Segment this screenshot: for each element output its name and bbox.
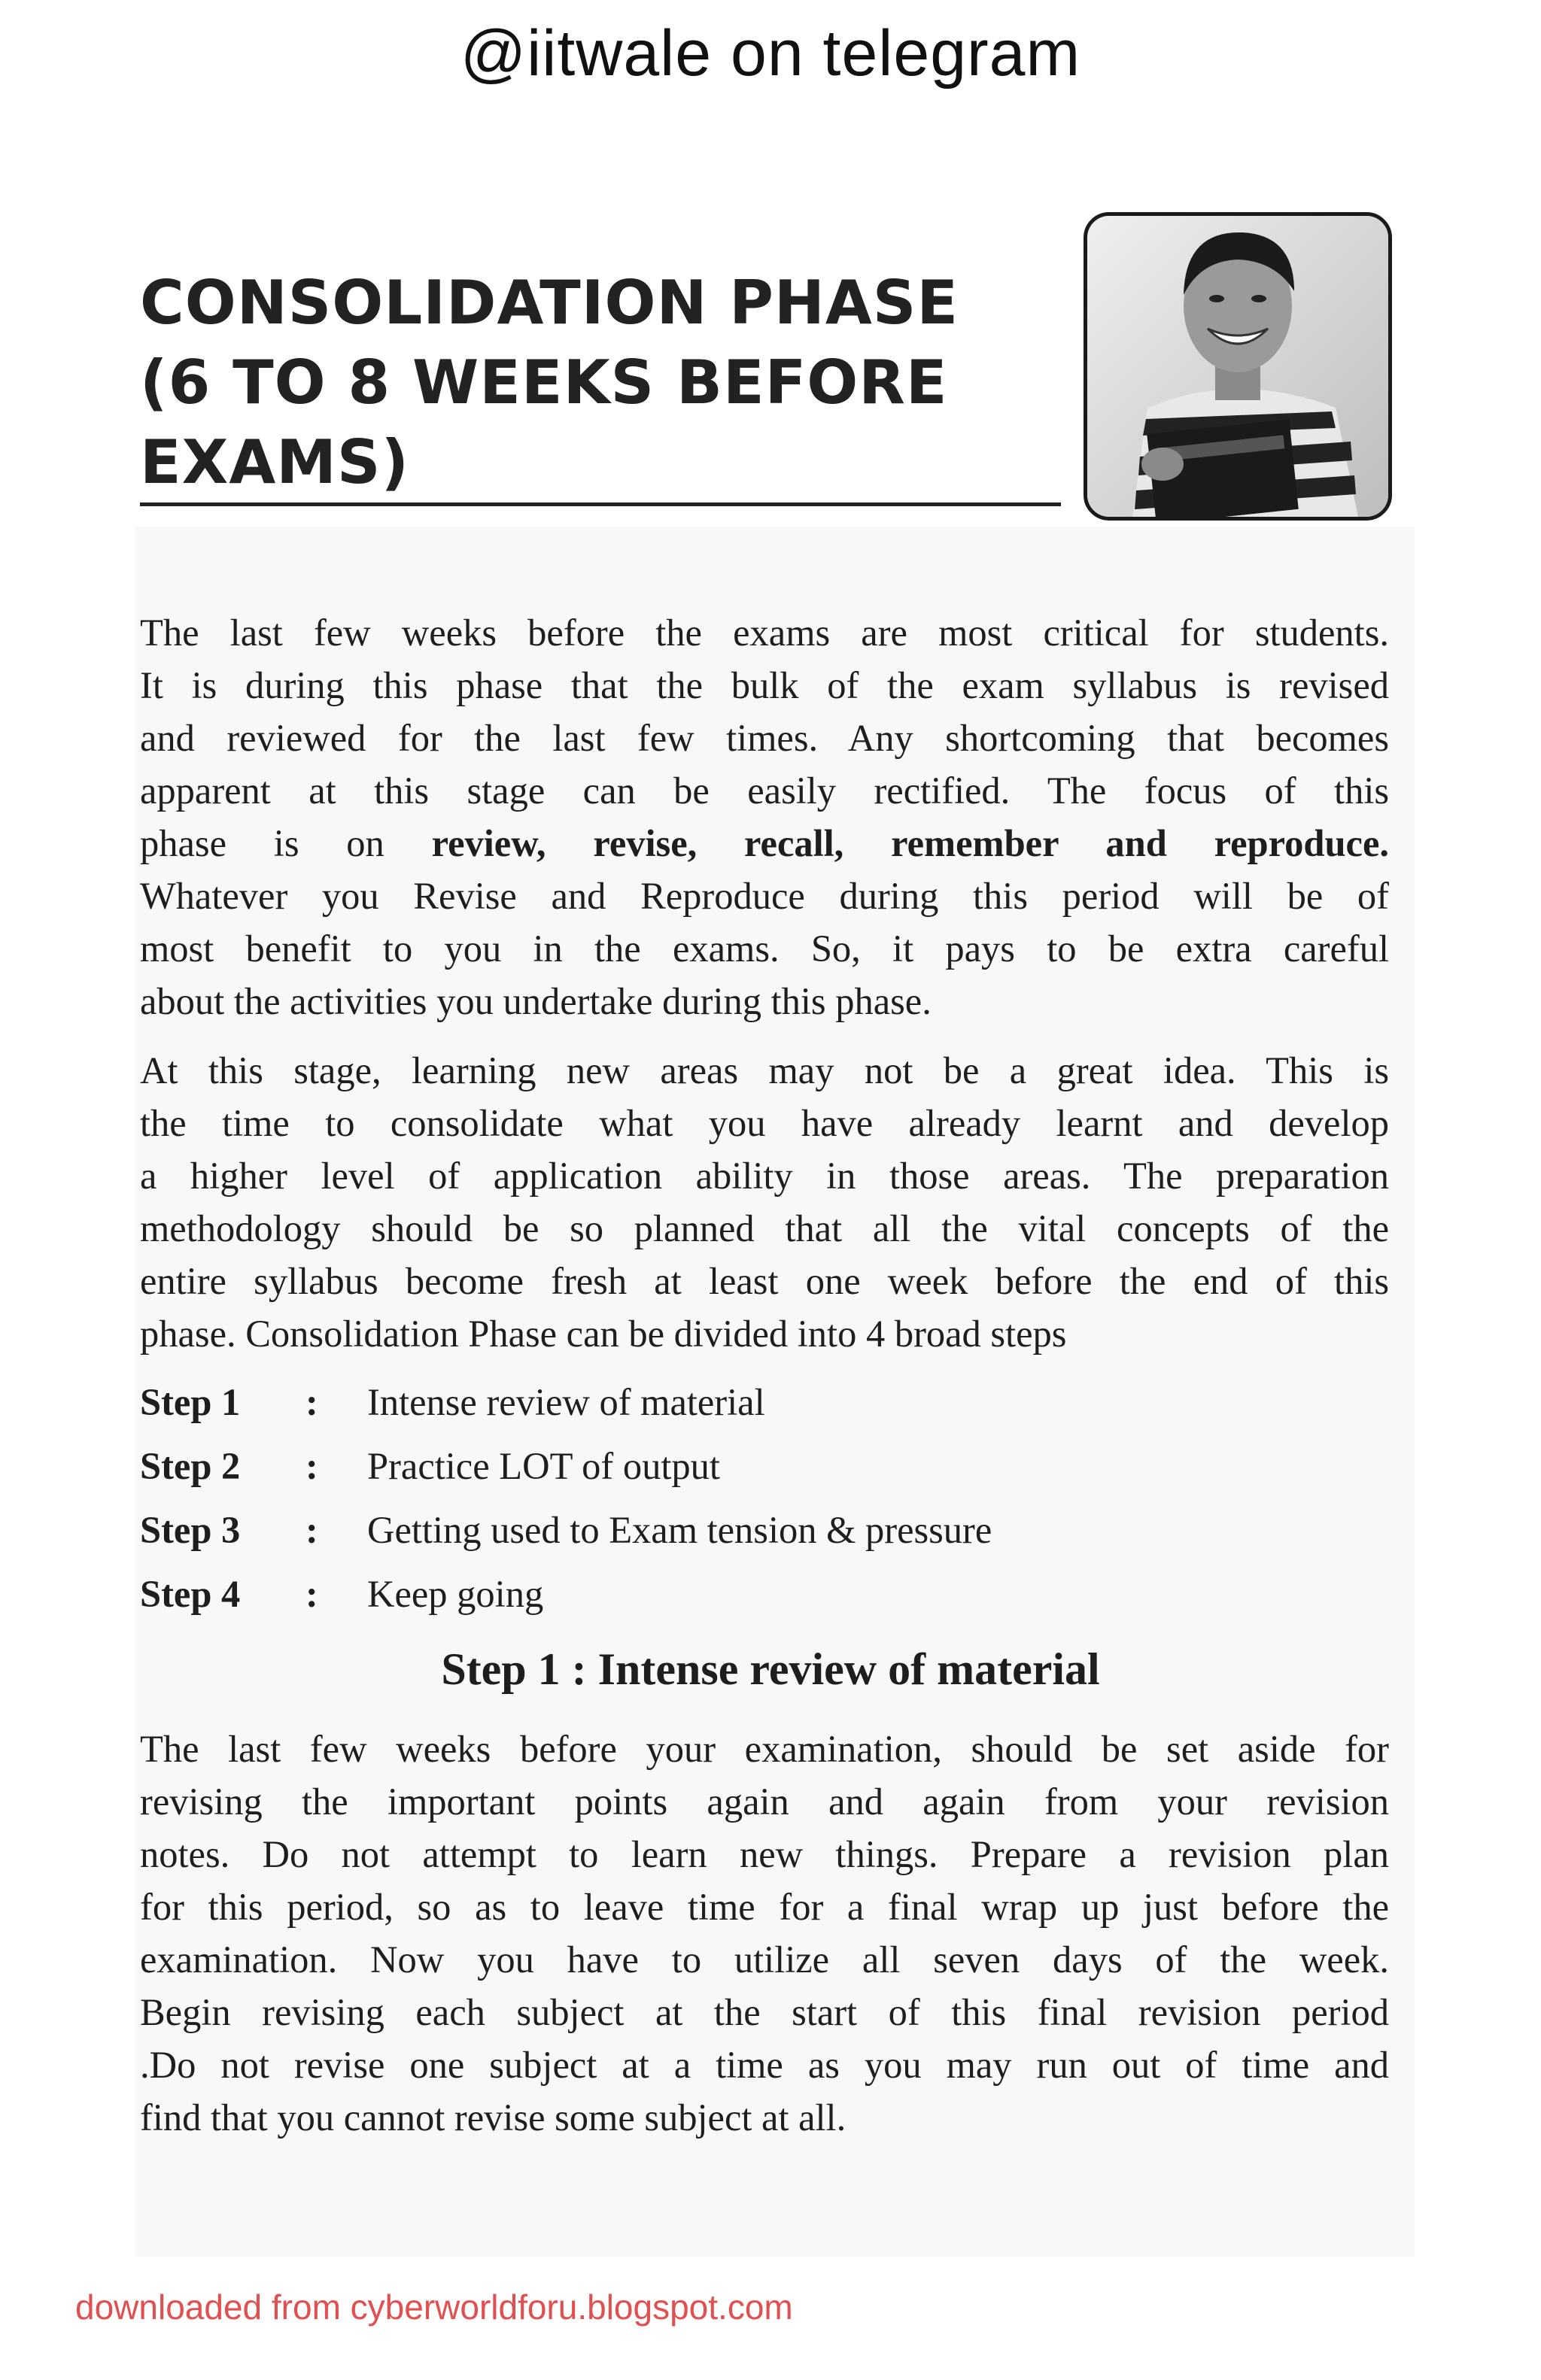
step-text: Intense review of material bbox=[367, 1381, 765, 1423]
step-label: Step 3 bbox=[140, 1509, 241, 1551]
text-line: notes. Do not attempt to learn new things. Prepare a revision plan bbox=[140, 1833, 1389, 1875]
text-fragment: phase is on bbox=[140, 822, 432, 864]
text-line: about the activities you undertake during this phase. bbox=[140, 980, 932, 1022]
text-line: The last few weeks before your examination, should be set aside for bbox=[140, 1728, 1389, 1770]
step-colon: : bbox=[305, 1509, 318, 1551]
title-line: CONSOLIDATION PHASE bbox=[140, 268, 959, 338]
step-text: Keep going bbox=[367, 1573, 544, 1615]
emphasis-text: review, revise, recall, remember and reproduce. bbox=[431, 822, 1390, 864]
list-item bbox=[140, 1562, 992, 1626]
watermark-bottom: downloaded from cyberworldforu.blogspot.com bbox=[75, 2287, 793, 2327]
student-photo-icon bbox=[1087, 216, 1388, 517]
watermark-top: @iitwale on telegram bbox=[460, 17, 1081, 90]
step-colon: : bbox=[305, 1573, 318, 1615]
section-heading: Step 1 : Intense review of material bbox=[441, 1644, 1100, 1694]
steps-list bbox=[140, 1371, 992, 1626]
text-line: .Do not revise one subject at a time as you may run out of time and bbox=[140, 2044, 1389, 2086]
student-photo bbox=[1084, 212, 1392, 521]
step-label: Step 1 bbox=[140, 1381, 241, 1423]
text-line: the time to consolidate what you have already learnt and develop bbox=[140, 1102, 1389, 1144]
step-colon: : bbox=[305, 1381, 318, 1423]
step-text: Practice LOT of output bbox=[367, 1445, 720, 1487]
step-text: Getting used to Exam tension & pressure bbox=[367, 1509, 992, 1551]
paragraph-intro bbox=[140, 606, 1389, 1028]
text-line: most benefit to you in the exams. So, it pays to be extra careful bbox=[140, 927, 1389, 970]
text-line: Whatever you Revise and Reproduce during this period will be of bbox=[140, 875, 1389, 917]
text-line: At this stage, learning new areas may not be a great idea. This is bbox=[140, 1049, 1389, 1091]
step-colon: : bbox=[305, 1445, 318, 1487]
text-line: It is during this phase that the bulk of the exam syllabus is revised bbox=[140, 664, 1389, 706]
text-line: apparent at this stage can be easily rectified. The focus of this bbox=[140, 770, 1389, 812]
title-underline bbox=[140, 502, 1061, 506]
page-title bbox=[140, 263, 1088, 502]
title-line: (6 TO 8 WEEKS BEFORE bbox=[140, 348, 948, 417]
text-line: a higher level of application ability in those areas. The preparation bbox=[140, 1155, 1389, 1197]
text-line: for this period, so as to leave time for a final wrap up just before the bbox=[140, 1886, 1389, 1928]
text-line bbox=[140, 817, 1389, 870]
text-line: and reviewed for the last few times. Any shortcoming that becomes bbox=[140, 717, 1389, 759]
step-label: Step 4 bbox=[140, 1573, 241, 1615]
text-line: The last few weeks before the exams are most critical for students. bbox=[140, 612, 1389, 654]
list-item bbox=[140, 1498, 992, 1562]
text-line: methodology should be so planned that all the vital concepts of the bbox=[140, 1207, 1389, 1249]
title-line: EXAMS) bbox=[140, 427, 410, 497]
list-item bbox=[140, 1434, 992, 1498]
paragraph-stage bbox=[140, 1044, 1389, 1360]
text-line: examination. Now you have to utilize all seven days of the week. bbox=[140, 1938, 1389, 1981]
step-label: Step 2 bbox=[140, 1445, 241, 1487]
text-line: entire syllabus become fresh at least one week before the end of this bbox=[140, 1260, 1389, 1302]
text-line: find that you cannot revise some subject at all. bbox=[140, 2096, 846, 2139]
list-item bbox=[140, 1371, 992, 1434]
paragraph-step1 bbox=[140, 1723, 1389, 2144]
text-line: revising the important points again and again from your revision bbox=[140, 1780, 1389, 1823]
text-line: phase. Consolidation Phase can be divided into 4 broad steps bbox=[140, 1313, 1067, 1355]
text-line: Begin revising each subject at the start of this final revision period bbox=[140, 1991, 1389, 2033]
